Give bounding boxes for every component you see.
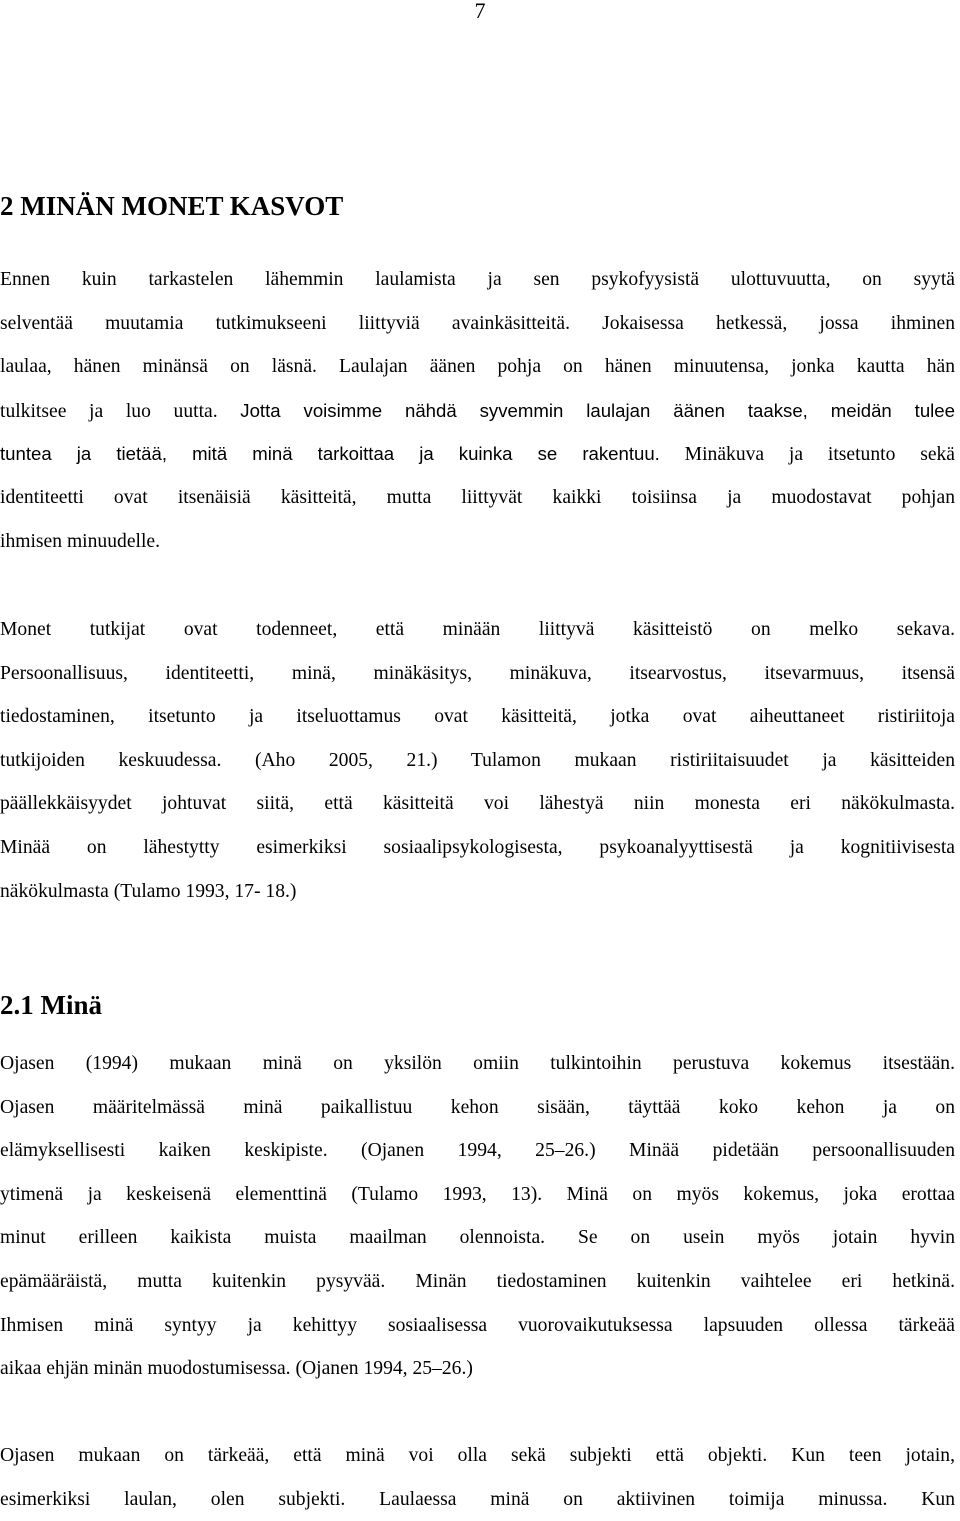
text-line: Ojasen määritelmässä minä paikallistuu kehon sisään, täyttää koko kehon ja on [0, 1096, 955, 1118]
paragraph-3 [0, 1042, 955, 1391]
text-fragment: tulkitsee ja luo uutta. [0, 400, 241, 422]
chapter-title: 2 MINÄN MONET KASVOT [0, 191, 344, 221]
text-line: Persoonallisuus, identiteetti, minä, minäkäsitys, minäkuva, itsearvostus, itsevarmuus, itsensä [0, 662, 955, 684]
text-line: minut erilleen kaikista muista maailman olennoista. Se on usein myös jotain hyvin [0, 1227, 955, 1249]
text-line: Monet tutkijat ovat todenneet, että minään liittyvä käsitteistö on melko sekava. [0, 619, 955, 640]
text-fragment: Minäkuva ja itsetunto sekä [659, 444, 956, 466]
paragraph-4 [0, 1434, 955, 1521]
text-line-mixed [0, 389, 955, 433]
paragraph-2 [0, 608, 955, 913]
page-number: 7 [474, 0, 486, 23]
text-line: aikaa ehjän minän muodostumisessa. (Ojanen 1994, 25–26.) [0, 1358, 473, 1380]
text-line: selventää muutamia tutkimukseeni liittyviä avainkäsitteitä. Jokaisessa hetkessä, jossa ihminen [0, 312, 955, 334]
text-line: epämääräistä, mutta kuitenkin pysyvää. Minän tiedostaminen kuitenkin vaihtelee eri hetkinä. [0, 1270, 955, 1292]
text-line: ytimenä ja keskeisenä elementtinä (Tulamo 1993, 13). Minä on myös kokemus, joka erottaa [0, 1183, 955, 1205]
text-fragment-sans: Jotta voisimme nähdä syvemmin laulajan äänen taakse, meidän tulee [240, 399, 955, 421]
text-line: Ojasen mukaan on tärkeää, että minä voi olla sekä subjekti että objekti. Kun teen jotain, [0, 1445, 955, 1466]
text-line: elämyksellisesti kaiken keskipiste. (Ojanen 1994, 25–26.) Minää pidetään persoonallisuuden [0, 1140, 955, 1162]
text-line: Minää on lähestytty esimerkiksi sosiaalipsykologisesta, psykoanalyyttisestä ja kognitiivisesta [0, 836, 955, 858]
paragraph-1 [0, 258, 955, 563]
text-fragment-sans: tuntea ja tietää, mitä minä tarkoittaa ja kuinka se rakentuu. [0, 443, 660, 465]
text-line: identiteetti ovat itsenäisiä käsitteitä, mutta liittyvät kaikki toisiinsa ja muodostavat pohjan [0, 486, 955, 508]
text-line: Ihmisen minä syntyy ja kehittyy sosiaalisessa vuorovaikutuksessa lapsuuden ollessa tärkeää [0, 1314, 955, 1336]
text-line: laulaa, hänen minänsä on läsnä. Laulajan äänen pohja on hänen minuutensa, jonka kautta hän [0, 356, 955, 378]
text-line-mixed [0, 432, 955, 476]
text-line: esimerkiksi laulan, olen subjekti. Laulaessa minä on aktiivinen toimija minussa. Kun [0, 1488, 955, 1510]
text-line: Ojasen (1994) mukaan minä on yksilön omiin tulkintoihin perustuva kokemus itsestään. [0, 1053, 955, 1074]
text-line: tiedostaminen, itsetunto ja itseluottamus ovat käsitteitä, jotka ovat aiheuttaneet ristiriitoja [0, 706, 955, 728]
section-title: 2.1 Minä [0, 990, 103, 1020]
text-line: Ennen kuin tarkastelen lähemmin laulamista ja sen psykofyysistä ulottuvuutta, on syytä [0, 269, 955, 290]
text-line: ihmisen minuudelle. [0, 530, 160, 552]
text-line: päällekkäisyydet johtuvat siitä, että käsitteitä voi lähestyä niin monesta eri näkökulmasta. [0, 793, 955, 815]
text-line: näkökulmasta (Tulamo 1993, 17- 18.) [0, 880, 297, 902]
text-line: tutkijoiden keskuudessa. (Aho 2005, 21.) Tulamon mukaan ristiriitaisuudet ja käsitteiden [0, 749, 955, 771]
